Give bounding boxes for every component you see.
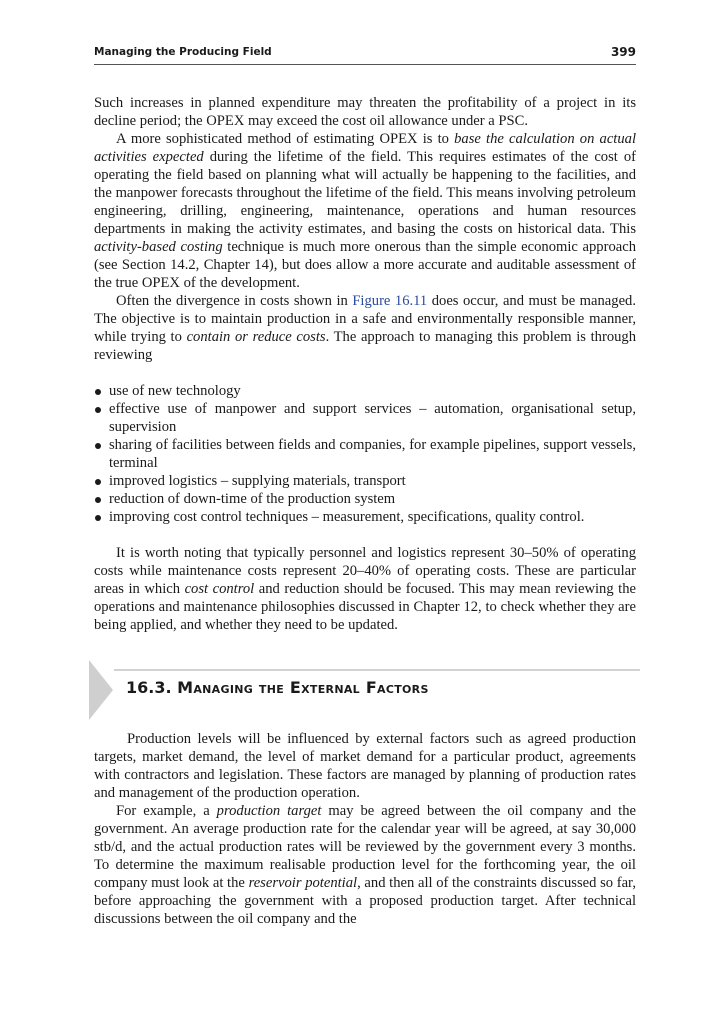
- text-run: during the lifetime of the field. This requires estimates of the cost of operating the field based on planning what will actually be happening to the facilities, and the manpower forecasts throughout the lifetime of the field. This means involving petroleum engineering, drilling, engineering, maintenance, operations and human resources departments in making the activity estimates, and basing the costs on historical data. This: [94, 149, 636, 237]
- figure-reference-link[interactable]: Figure 16.11: [352, 293, 428, 309]
- emphasis: reservoir potential: [248, 875, 358, 891]
- section-number: 16.3.: [126, 678, 172, 697]
- text-run: A more sophisticated method of estimating OPEX is to: [116, 131, 455, 147]
- section-arrow-icon: [89, 660, 113, 720]
- text-run: does occur, and must be managed. The objective is to maintain production in a safe and environmentally responsible manner, while trying to: [94, 293, 636, 345]
- paragraph-2: [94, 130, 636, 292]
- section-heading: [90, 660, 636, 716]
- list-item: reduction of down-time of the production system: [94, 490, 636, 508]
- text-run: technique is much more onerous than the simple economic approach (see Section 14.2, Chapter 14), but does allow a more accurate and auditable assessment of the true OPEX of the development.: [94, 239, 636, 291]
- paragraph-1: Such increases in planned expenditure may threaten the profitability of a project in its decline period; the OPEX may exceed the cost oil allowance under a PSC.: [94, 95, 636, 129]
- list-item: improved logistics – supplying materials, transport: [94, 472, 636, 490]
- body-text: [94, 94, 636, 928]
- running-header: [94, 44, 636, 65]
- list-item: effective use of manpower and support services – automation, organisational setup, supervision: [94, 400, 636, 436]
- bullet-list: [94, 382, 636, 526]
- paragraph-5: Production levels will be influenced by external factors such as agreed production targets, market demand, the level of market demand for a particular product, agreements with contractors and legislation. These factors are managed by planning of production rates and management of the production operation.: [94, 731, 636, 801]
- text-run: Often the divergence in costs shown in: [116, 293, 353, 309]
- emphasis: production target: [216, 803, 322, 819]
- section-title: [126, 679, 429, 697]
- text-run: . The approach to managing this problem is through reviewing: [94, 329, 637, 363]
- text-run: may be agreed between the oil company and the government. An average production rate for the calendar year will be agreed, at say 30,000 stb/d, and the actual production rates will be reviewed by the government every 3 months. To determine the maximum realisable production level for the forthcoming year, the oil company must look at the: [94, 803, 636, 891]
- text-run: and reduction should be focused. This may mean reviewing the operations and maintenance philosophies discussed in Chapter 12, to check whether they are being applied, and whether they need to be updated.: [94, 581, 636, 633]
- paragraph-6: [94, 802, 636, 928]
- emphasis: contain or reduce costs: [186, 329, 326, 345]
- text-run: For example, a: [116, 803, 217, 819]
- section-rule: [114, 669, 640, 671]
- text-run: , and then all of the constraints discussed so far, before approaching the government with a proposed production target. After technical discussions between the oil company and the: [94, 875, 636, 927]
- list-item: sharing of facilities between fields and companies, for example pipelines, support vessels, terminal: [94, 436, 636, 472]
- section-name: Managing the External Factors: [177, 678, 429, 697]
- list-item: use of new technology: [94, 382, 636, 400]
- emphasis: cost control: [184, 581, 255, 597]
- page-number: 399: [610, 45, 636, 59]
- emphasis: base the calculation on actual activities expected: [94, 131, 636, 165]
- emphasis: activity-based costing: [94, 239, 223, 255]
- paragraph-4: [94, 544, 636, 634]
- paragraph-3: [94, 292, 636, 364]
- running-title: Managing the Producing Field: [94, 46, 272, 58]
- list-item: improving cost control techniques – measurement, specifications, quality control.: [94, 508, 636, 526]
- text-run: It is worth noting that typically personnel and logistics represent 30–50% of operating costs while maintenance costs represent 20–40% of operating costs. These are particular areas in which: [94, 545, 636, 597]
